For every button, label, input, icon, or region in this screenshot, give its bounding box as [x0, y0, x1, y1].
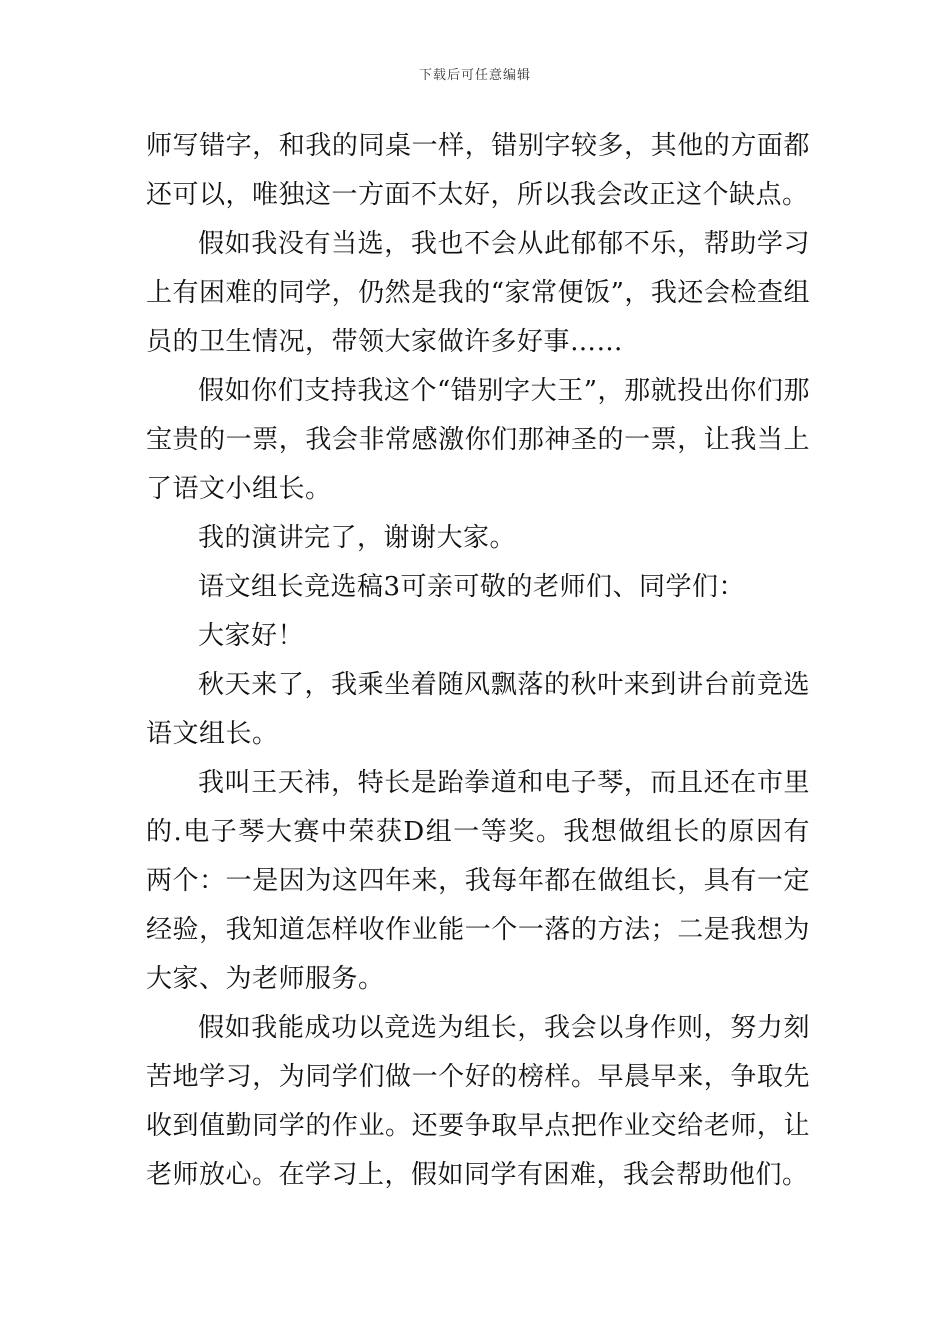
- paragraph: 师写错字，和我的同桌一样，错别字较多，其他的方面都还可以，唯独这一方面不太好，所以我会改正这个缺点。: [146, 131, 810, 210]
- paragraph: 我叫王天祎，特长是跆拳道和电子琴，而且还在市里的.电子琴大赛中荣获D组一等奖。我想做组长的原因有两个：一是因为这四年来，我每年都在做组长，具有一定经验，我知道怎样收作业能一个一落的方法；二是我想为大家、为老师服务。: [146, 768, 810, 994]
- paragraph: 假如我能成功以竞选为组长，我会以身作则，努力刻苦地学习，为同学们做一个好的榜样。早晨早来，争取先收到值勤同学的作业。还要争取早点把作业交给老师，让老师放心。在学习上，假如同学有困难，我会帮助他们。: [146, 1013, 810, 1190]
- paragraph: 大家好！: [198, 621, 305, 651]
- paragraph: 假如我没有当选，我也不会从此郁郁不乐，帮助学习上有困难的同学，仍然是我的“家常便饭”，我还会检查组员的卫生情况，带领大家做许多好事……: [146, 229, 810, 357]
- paragraph: 我的演讲完了，谢谢大家。: [198, 523, 517, 553]
- paragraph: 假如你们支持我这个“错别字大王”，那就投出你们那宝贵的一票，我会非常感激你们那神圣的一票，让我当上了语文小组长。: [146, 376, 810, 504]
- paragraph: 语文组长竞选稿3可亲可敬的老师们、同学们：: [198, 572, 746, 602]
- paragraph: 秋天来了，我乘坐着随风飘落的秋叶来到讲台前竞选语文组长。: [146, 670, 810, 749]
- document-body: [146, 122, 810, 1200]
- page-header: 下载后可任意编辑: [418, 68, 531, 83]
